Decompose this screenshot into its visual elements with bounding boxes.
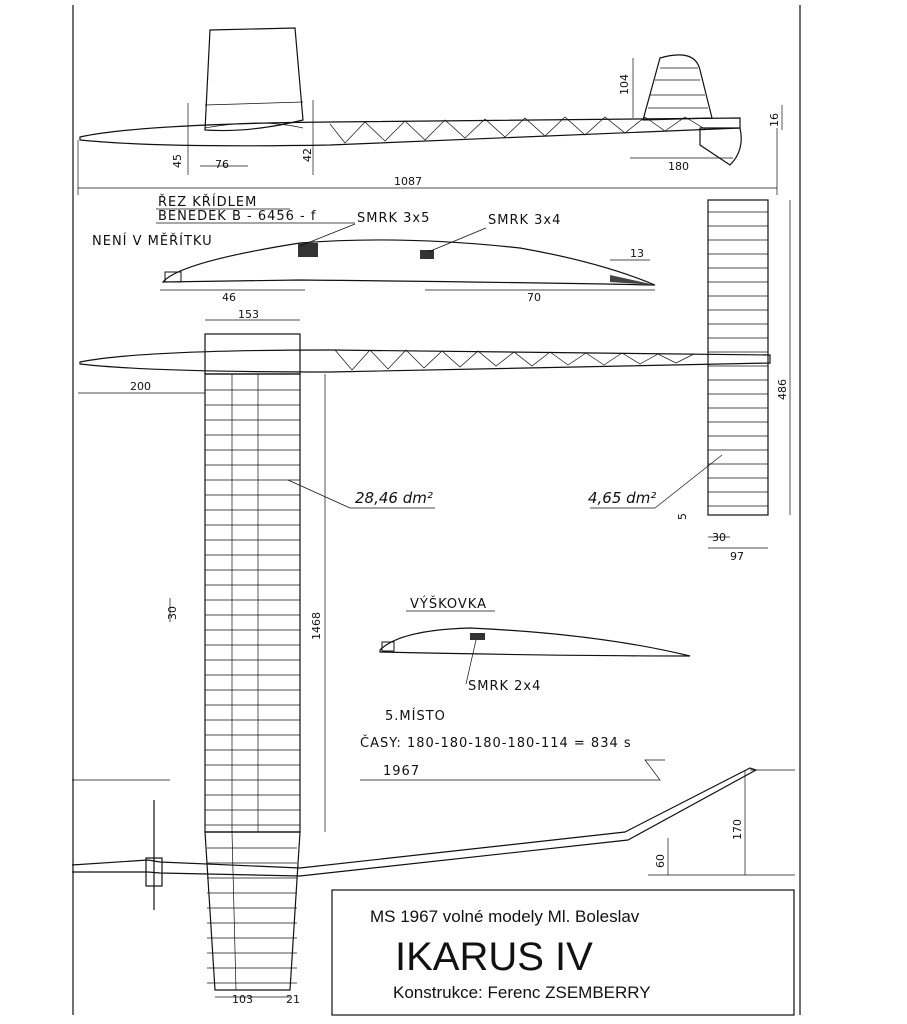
wing-section-title: ŘEZ KŘÍDLEM bbox=[158, 195, 258, 210]
dim-airfoil-70: 70 bbox=[527, 291, 541, 304]
leading-edge-block bbox=[165, 272, 181, 282]
dim-half-span: 1468 bbox=[310, 612, 323, 640]
spar-rear bbox=[420, 250, 434, 259]
leader bbox=[428, 228, 486, 252]
wing-ribs bbox=[205, 390, 300, 825]
side-view bbox=[78, 28, 782, 195]
times: ČASY: 180-180-180-180-114 = 834 s bbox=[360, 736, 632, 751]
wing-tip-panel bbox=[205, 832, 300, 990]
dim-tip-103: 103 bbox=[232, 993, 253, 1006]
dim-airfoil-46: 46 bbox=[222, 291, 236, 304]
spar-front-label: SMRK 3x5 bbox=[357, 211, 431, 226]
dim-stab-97: 97 bbox=[730, 550, 744, 563]
side-fuselage bbox=[80, 118, 740, 146]
tip-ribs bbox=[207, 848, 297, 983]
leader bbox=[288, 480, 350, 508]
side-rudder bbox=[700, 128, 741, 165]
side-fin bbox=[643, 55, 712, 120]
stab-panel bbox=[708, 200, 768, 515]
dim-tip-21: 21 bbox=[286, 993, 300, 1006]
stab-title: VÝŠKOVKA bbox=[410, 597, 487, 612]
dim-stab-30: 30 bbox=[712, 531, 726, 544]
designer: Konstrukce: Ferenc ZSEMBERRY bbox=[393, 983, 651, 1002]
dim-fin-height: 104 bbox=[618, 74, 631, 95]
dim-wing-42: 42 bbox=[301, 148, 314, 162]
tip-spar bbox=[232, 832, 236, 990]
side-wing-pylon bbox=[205, 28, 303, 131]
airfoil-name: BENEDEK B - 6456 - f bbox=[158, 209, 317, 224]
wing-area: 28,46 dm² bbox=[355, 489, 433, 507]
stab-area: 4,65 dm² bbox=[588, 489, 657, 507]
place: 5.MÍSTO bbox=[385, 709, 446, 724]
dim-wing-76: 76 bbox=[215, 158, 229, 171]
spar-rear-label: SMRK 3x4 bbox=[488, 213, 562, 228]
dim-stab-5: 5 bbox=[676, 513, 689, 520]
leader bbox=[655, 455, 722, 508]
stab-spar-label: SMRK 2x4 bbox=[468, 679, 542, 694]
dim-tail-180: 180 bbox=[668, 160, 689, 173]
stab-ribs bbox=[708, 212, 768, 506]
title-line1: MS 1967 volné modely Ml. Boleslav bbox=[370, 907, 640, 926]
leader bbox=[300, 224, 355, 246]
top-fuselage bbox=[80, 350, 770, 372]
stab-section bbox=[380, 596, 690, 694]
dim-dihedral-170: 170 bbox=[731, 819, 744, 840]
year: 1967 bbox=[383, 764, 421, 779]
wing-airfoil bbox=[163, 240, 655, 285]
pylon-line bbox=[205, 102, 303, 105]
front-view bbox=[72, 768, 795, 910]
dim-nose-200: 200 bbox=[130, 380, 151, 393]
spar-front bbox=[298, 243, 318, 257]
stab-airfoil bbox=[380, 628, 690, 656]
model-name: IKARUS IV bbox=[395, 935, 593, 979]
title-block bbox=[332, 890, 794, 1015]
wing-center-box bbox=[205, 334, 300, 374]
leader bbox=[466, 640, 476, 684]
dim-center-chord: 153 bbox=[238, 308, 259, 321]
wing-section bbox=[92, 194, 655, 304]
results bbox=[360, 708, 665, 780]
dim-tail-16: 16 bbox=[768, 113, 781, 127]
dim-total-length: 1087 bbox=[394, 175, 422, 188]
dim-rib-30: 30 bbox=[166, 606, 179, 620]
dim-fuselage-45: 45 bbox=[171, 154, 184, 168]
dim-te-13: 13 bbox=[630, 247, 644, 260]
not-to-scale: NENÍ V MĚŘÍTKU bbox=[92, 234, 213, 249]
dim-stab-span: 486 bbox=[776, 379, 789, 400]
stab-spar bbox=[470, 633, 485, 640]
dim-dihedral-60: 60 bbox=[654, 854, 667, 868]
wing-panel bbox=[205, 374, 300, 832]
